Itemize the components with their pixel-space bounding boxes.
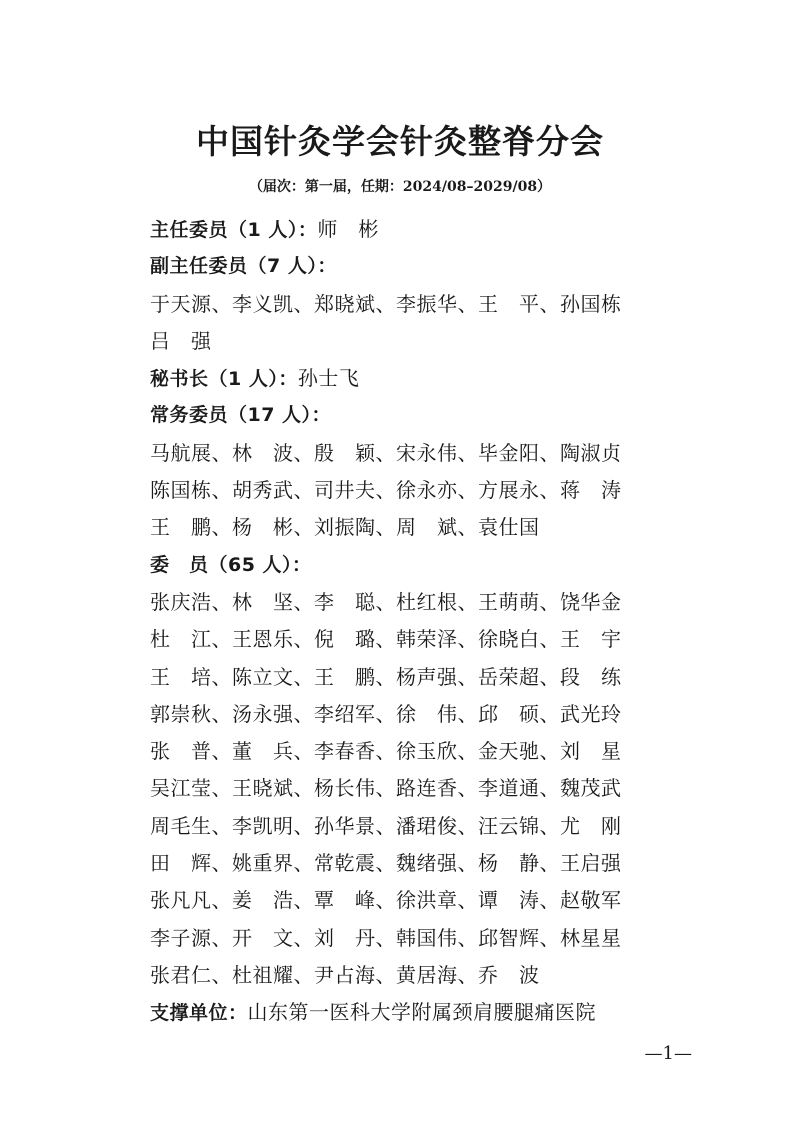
members-line: 周毛生、李凯明、孙华景、潘珺俊、汪云锦、尤 刚 xyxy=(150,813,622,838)
standing-members-label: 常务委员（17 人）： xyxy=(150,404,332,427)
standing-members-line: 王 鹏、杨 彬、刘振陶、周 斌、袁仕国 xyxy=(150,515,540,540)
member-list xyxy=(150,211,660,1032)
members-line: 王 培、陈立文、王 鹏、杨声强、岳荣超、段 练 xyxy=(150,664,622,689)
chair-name: 师 彬 xyxy=(317,217,379,241)
members-line: 张庆浩、林 坚、李 聪、杜红根、王萌萌、饶华金 xyxy=(150,589,622,614)
members-line: 李子源、开 文、刘 丹、韩国伟、邱智辉、林星星 xyxy=(150,925,622,950)
vice-chairs-label: 副主任委员（7 人）： xyxy=(150,255,337,278)
support-unit-name: 山东第一医科大学附属颈肩腰腿痛医院 xyxy=(247,1000,597,1025)
members-line: 张凡凡、姜 浩、覃 峰、徐洪章、谭 涛、赵敬军 xyxy=(150,888,622,913)
support-unit-row xyxy=(150,994,660,1031)
page-number: —1— xyxy=(644,1043,692,1064)
document-title: 中国针灸学会针灸整脊分会 xyxy=(196,122,604,161)
standing-members-line: 马航展、林 波、殷 颖、宋永伟、毕金阳、陶淑贞 xyxy=(150,440,622,465)
support-unit-label: 支撑单位： xyxy=(150,1002,248,1025)
members-line: 张 普、董 兵、李春香、徐玉欣、金天驰、刘 星 xyxy=(150,739,622,764)
standing-members-line: 陈国栋、胡秀武、司井夫、徐永亦、方展永、蒋 涛 xyxy=(150,478,622,503)
secretary-general-name: 孙士飞 xyxy=(297,366,360,391)
members-line: 吴江莹、王晓斌、杨长伟、路连香、李道通、魏茂武 xyxy=(150,776,622,801)
members-line: 郭崇秋、汤永强、李绍军、徐 伟、邱 硕、武光玲 xyxy=(150,701,622,726)
document-subtitle: （届次：第一届，任期：2024/08–2029/08） xyxy=(248,179,552,195)
chair-label: 主任委员（1 人）： xyxy=(150,219,318,241)
vice-chairs-line: 于天源、李义凯、郑晓斌、李振华、王 平、孙国栋 xyxy=(150,291,622,316)
chair-row xyxy=(150,211,660,248)
members-line: 田 辉、姚重界、常乾震、魏绪强、杨 静、王启强 xyxy=(150,851,622,876)
vice-chairs-line: 吕 强 xyxy=(150,328,212,353)
members-line: 杜 江、王恩乐、倪 璐、韩荣泽、徐晓白、王 宇 xyxy=(150,627,622,652)
secretary-general-row xyxy=(150,360,660,397)
members-label: 委 员（65 人）： xyxy=(150,553,312,576)
secretary-general-label: 秘书长（1 人）： xyxy=(150,368,298,391)
members-line: 张君仁、杜祖耀、尹占海、黄居海、乔 波 xyxy=(150,962,540,987)
